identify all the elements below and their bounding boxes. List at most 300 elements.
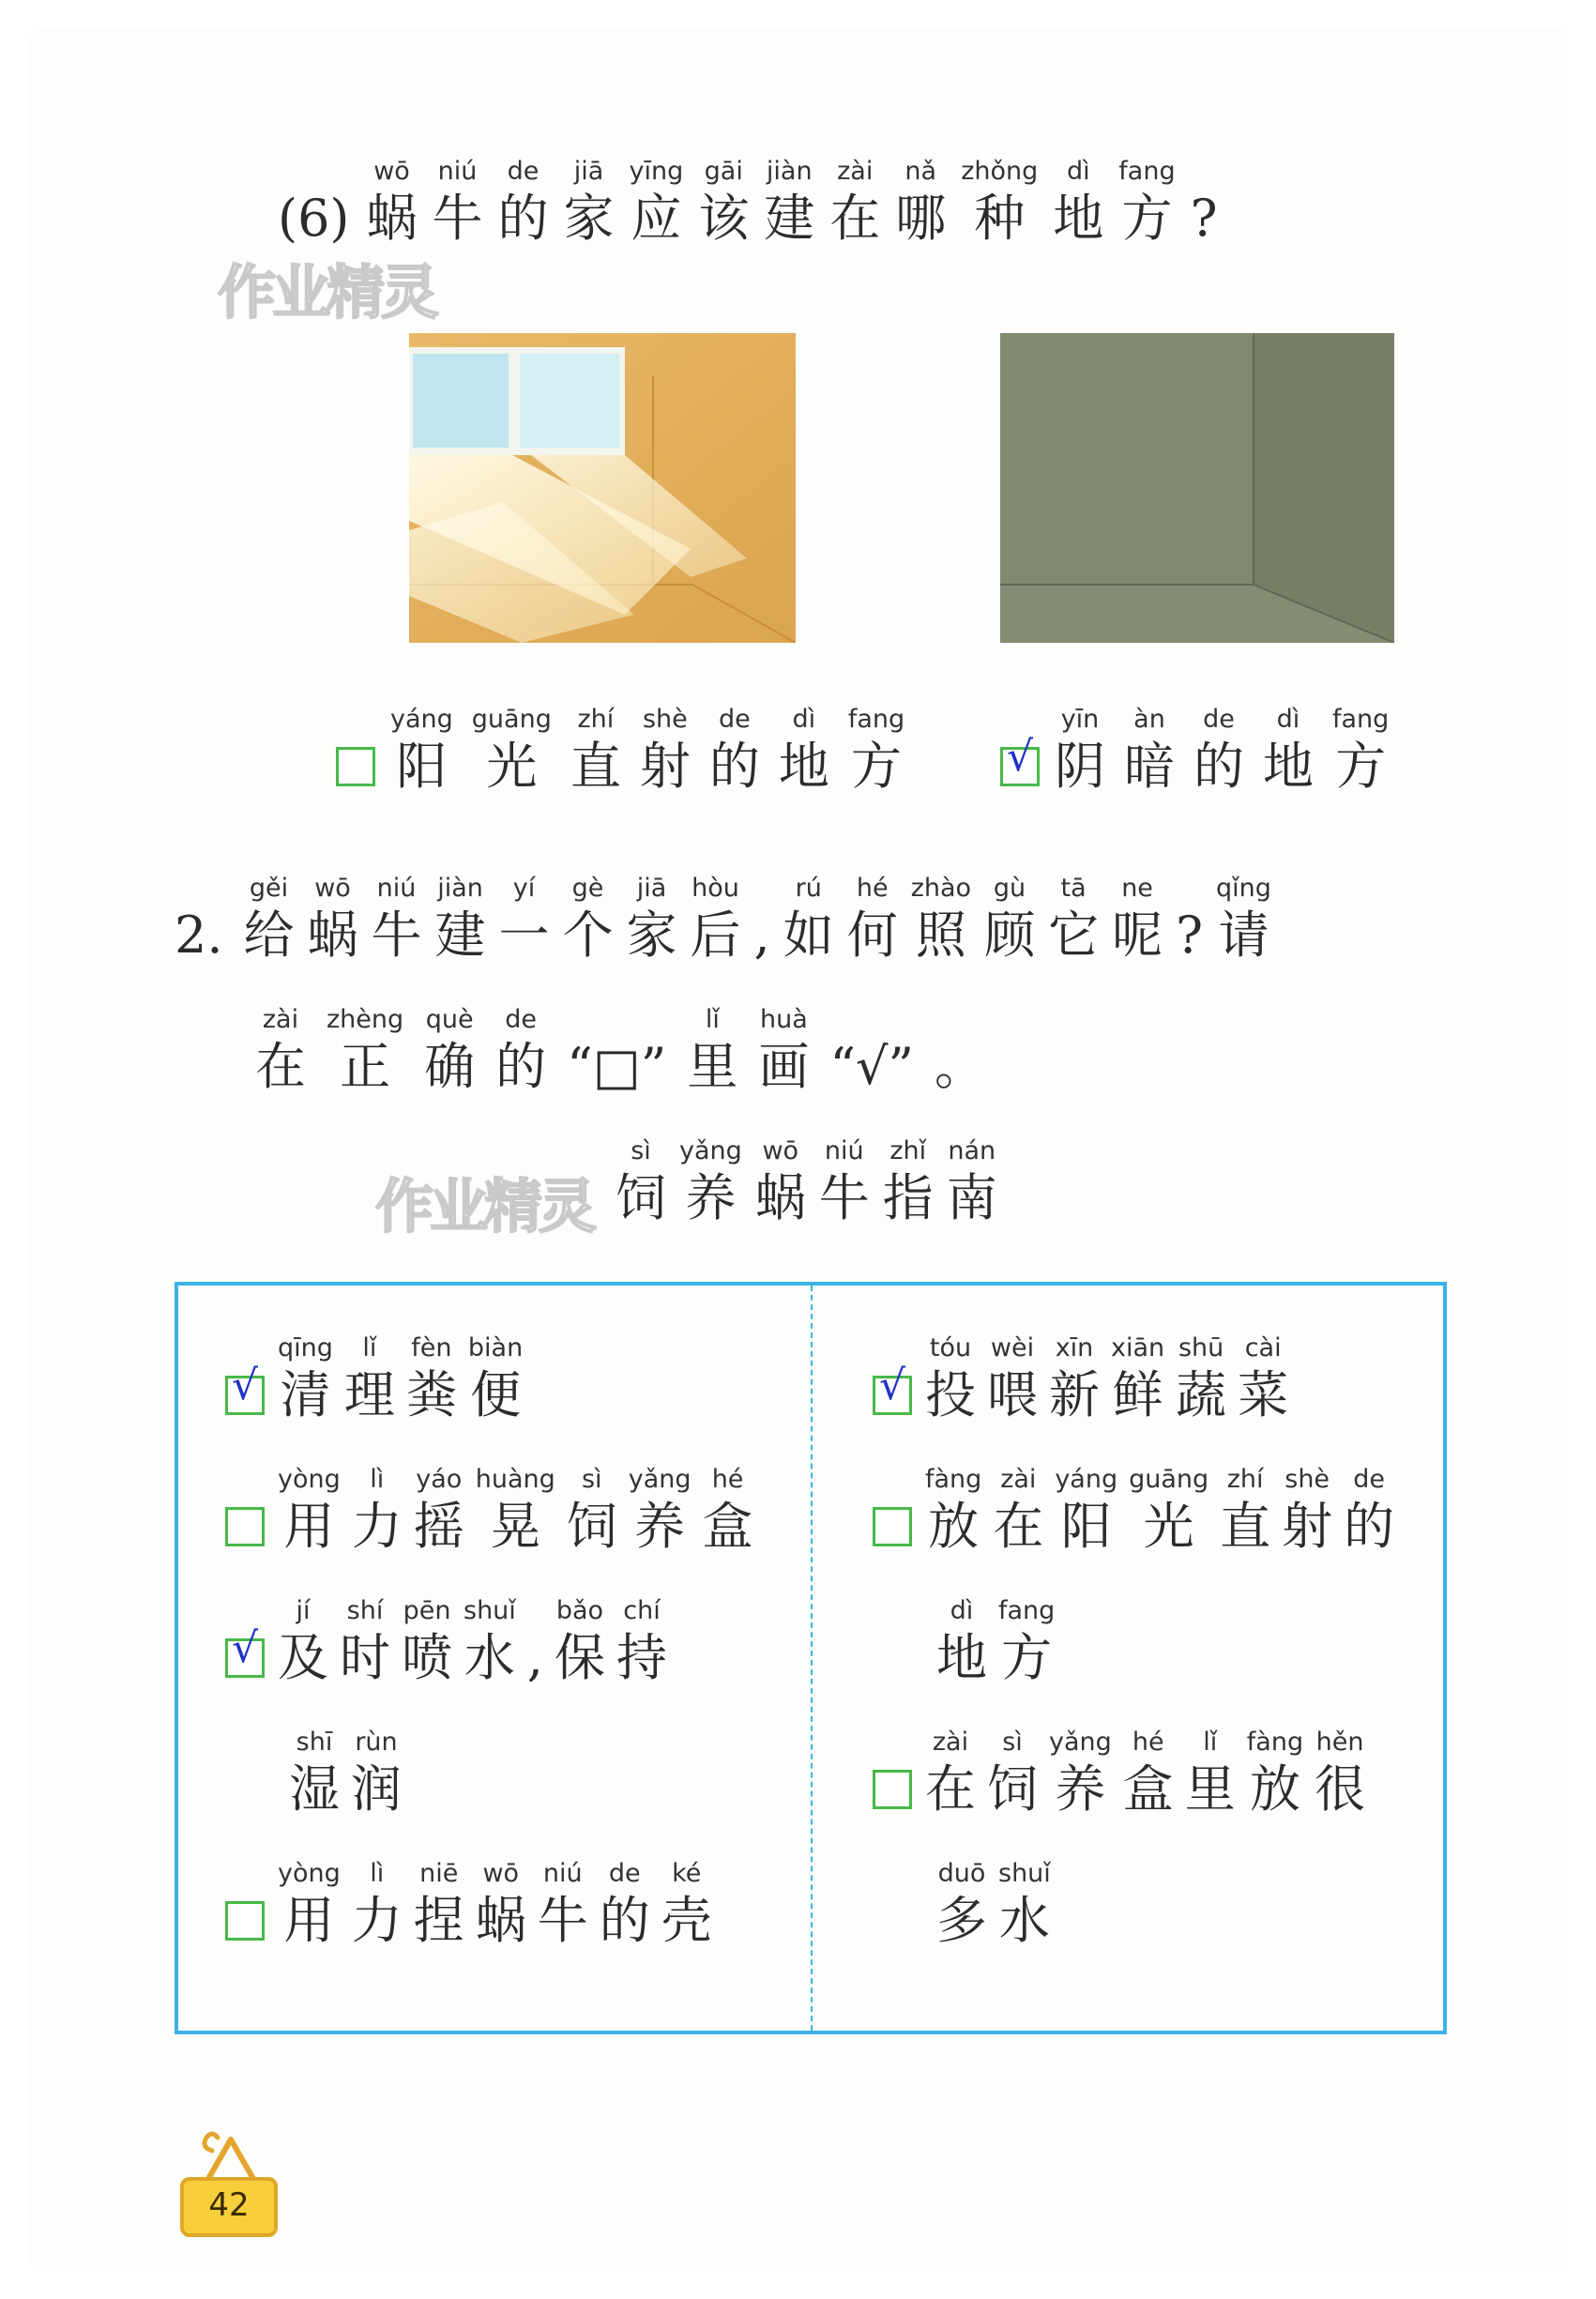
- pinyin-char: [1123, 1727, 1174, 1820]
- hanzi: 南: [946, 1168, 997, 1227]
- checkbox[interactable]: [873, 1362, 912, 1415]
- hanzi: 方: [851, 737, 902, 796]
- pinyin-char: [764, 156, 814, 250]
- hanzi: 方: [1335, 737, 1387, 796]
- question-number: (6): [278, 189, 350, 248]
- pinyin: tā: [1060, 874, 1087, 903]
- pinyin-char: [1176, 873, 1203, 967]
- pinyin: yīng: [629, 157, 684, 186]
- pinyin-char: [472, 704, 552, 798]
- pinyin: ké: [672, 1859, 702, 1888]
- pinyin: bǎo: [555, 1596, 604, 1625]
- pinyin: wèi: [990, 1333, 1035, 1363]
- hanzi: 顾: [984, 906, 1036, 965]
- hanzi: 光: [1143, 1497, 1194, 1556]
- hanzi: “√”: [829, 1037, 915, 1096]
- pinyin: shè: [642, 705, 688, 734]
- pinyin: shuǐ: [998, 1859, 1051, 1888]
- hanzi: 牛: [371, 906, 422, 965]
- pinyin: jiā: [573, 157, 604, 186]
- guide-option-continued: [936, 1595, 1066, 1689]
- pinyin-char: [661, 1858, 712, 1952]
- pinyin-char: [627, 873, 677, 967]
- pinyin: de: [718, 705, 751, 734]
- pinyin-char: [1124, 704, 1175, 798]
- hanzi: 牛: [818, 1168, 870, 1227]
- hanzi: 水: [464, 1628, 515, 1687]
- pinyin: biàn: [467, 1333, 524, 1363]
- hanzi: ?: [1190, 189, 1218, 248]
- pinyin-char: [1049, 1332, 1100, 1426]
- pinyin-char: [1315, 1727, 1365, 1820]
- hanzi: 用: [283, 1891, 335, 1950]
- hanzi: 里: [1184, 1759, 1236, 1819]
- pinyin: yáng: [1055, 1465, 1118, 1494]
- pinyin-char: [783, 873, 834, 967]
- pinyin: zhèng: [327, 1005, 404, 1034]
- pinyin: rú: [795, 874, 822, 903]
- hanzi: 指: [882, 1168, 934, 1227]
- pinyin-char: [476, 1858, 526, 1952]
- pinyin-char: [424, 1004, 475, 1098]
- pinyin: de: [1203, 705, 1235, 734]
- hanzi: 鲜: [1112, 1365, 1163, 1424]
- pinyin: yǎng: [628, 1465, 692, 1494]
- pinyin: fèn: [411, 1333, 452, 1363]
- pinyin: yīn: [1060, 705, 1100, 734]
- hanzi: 给: [243, 906, 295, 965]
- hanzi: 很: [1315, 1759, 1366, 1819]
- pinyin: tóu: [929, 1333, 972, 1363]
- hanzi: 用: [283, 1497, 335, 1556]
- pinyin: shuǐ: [464, 1596, 516, 1625]
- hanzi: 蔬: [1176, 1365, 1227, 1424]
- checkbox[interactable]: [873, 1507, 912, 1546]
- pinyin: gěi: [249, 874, 289, 903]
- pinyin-char: [698, 156, 749, 250]
- hanzi: 新: [1049, 1365, 1100, 1424]
- pinyin-char: [829, 1004, 914, 1098]
- pinyin: zhào: [910, 874, 972, 903]
- pinyin-char: [538, 1858, 588, 1952]
- pinyin: duō: [937, 1859, 986, 1888]
- pinyin: hòu: [692, 874, 739, 903]
- pinyin: jiàn: [766, 157, 813, 186]
- dashed-divider: [811, 1286, 813, 2031]
- hanzi: 饲: [987, 1759, 1038, 1819]
- pinyin-char: [1055, 704, 1105, 798]
- hanzi: 的: [599, 1891, 650, 1950]
- pinyin-char: [340, 1595, 390, 1689]
- pinyin-char: [1053, 156, 1103, 250]
- pinyin-char: [687, 1004, 737, 1098]
- pinyin-char: [616, 1135, 666, 1229]
- checkbox-sunny-place[interactable]: [336, 747, 375, 786]
- pinyin: de: [505, 1005, 538, 1034]
- hanzi: 何: [846, 906, 898, 965]
- hanzi: 正: [340, 1037, 391, 1096]
- hanzi: 应: [631, 189, 682, 248]
- hanzi: 清: [280, 1365, 331, 1424]
- pinyin-char: [984, 873, 1035, 967]
- pinyin: de: [1353, 1465, 1386, 1494]
- checkbox[interactable]: [225, 1624, 265, 1678]
- pinyin: hěn: [1315, 1728, 1364, 1757]
- hanzi: 呢: [1112, 906, 1163, 965]
- pinyin: fàng: [1246, 1728, 1304, 1757]
- pinyin: wō: [762, 1136, 799, 1165]
- hanzi: ,: [753, 906, 770, 965]
- pinyin: niú: [437, 157, 478, 186]
- pinyin: dì: [1066, 157, 1090, 186]
- page-number-badge: [175, 2130, 287, 2243]
- hanzi: 的: [1193, 737, 1244, 796]
- pinyin: fàng: [925, 1465, 982, 1494]
- sunny-room-image: [409, 333, 796, 643]
- pinyin-char: [476, 1464, 555, 1558]
- pinyin-char: [570, 704, 621, 798]
- hanzi: 放: [1249, 1759, 1300, 1819]
- pinyin: yí: [512, 874, 536, 903]
- hanzi: 里: [687, 1037, 738, 1096]
- hanzi: 蜗: [366, 189, 418, 248]
- hanzi: 阳: [396, 737, 448, 796]
- hanzi: 阴: [1055, 737, 1105, 796]
- hanzi: 力: [351, 1891, 403, 1950]
- pinyin-char: [352, 1464, 403, 1558]
- pinyin-char: [1118, 156, 1175, 250]
- hanzi: 请: [1218, 906, 1269, 965]
- pinyin: fang: [1332, 705, 1390, 734]
- hanzi: 确: [424, 1037, 476, 1096]
- pinyin: dì: [1276, 705, 1300, 734]
- pinyin-char: [895, 156, 946, 250]
- pinyin-char: [402, 1595, 452, 1689]
- pinyin-char: [1185, 1727, 1236, 1820]
- hanzi: 。: [935, 1037, 986, 1096]
- pinyin: xiān: [1111, 1333, 1165, 1363]
- pinyin-char: [1238, 1332, 1288, 1426]
- hanzi: ?: [1176, 906, 1204, 965]
- pinyin: zhǒng: [961, 157, 1039, 186]
- hanzi: 方: [1121, 189, 1173, 248]
- pinyin: sì: [631, 1136, 651, 1165]
- pinyin: nán: [948, 1136, 996, 1165]
- pinyin: ne: [1121, 874, 1153, 903]
- hanzi: 个: [562, 906, 614, 965]
- pinyin-char: [255, 1004, 306, 1098]
- pinyin: wō: [314, 874, 351, 903]
- pinyin: zhí: [1226, 1465, 1264, 1494]
- hanzi: 养: [1055, 1759, 1106, 1819]
- pinyin: rùn: [355, 1728, 398, 1757]
- pinyin-char: [278, 1858, 341, 1952]
- pinyin-char: [344, 1332, 395, 1426]
- hanzi: 菜: [1238, 1365, 1289, 1424]
- hanzi: 光: [486, 737, 538, 796]
- pinyin-char: [1176, 1332, 1226, 1426]
- pinyin-char: [555, 1595, 605, 1689]
- hanzi: 暗: [1124, 737, 1175, 796]
- hanzi: 地: [936, 1628, 987, 1687]
- pinyin: jiā: [636, 874, 667, 903]
- pinyin: niú: [376, 874, 417, 903]
- pinyin-char: [1282, 1464, 1332, 1558]
- check-mark: √: [879, 1362, 906, 1409]
- pinyin-char: [367, 156, 418, 250]
- pinyin-char: [1263, 704, 1314, 798]
- pinyin: zhí: [577, 705, 615, 734]
- guide-option[interactable]: [873, 1727, 1376, 1820]
- pinyin-char: [1055, 1464, 1117, 1558]
- pinyin-char: [691, 873, 741, 967]
- check-mark: √: [232, 1362, 259, 1409]
- hanzi: 盒: [1122, 1759, 1174, 1819]
- hanzi: 放: [928, 1497, 980, 1556]
- guide-option[interactable]: [225, 1595, 678, 1689]
- page-number: 42: [208, 2186, 250, 2224]
- pinyin-char: [961, 156, 1038, 250]
- pinyin: lǐ: [362, 1333, 377, 1363]
- pinyin: sì: [1002, 1728, 1023, 1757]
- pinyin-char: [1049, 1727, 1112, 1820]
- guide-option-continued: [289, 1727, 413, 1820]
- pinyin-char: [435, 873, 486, 967]
- pinyin: yòng: [278, 1465, 341, 1494]
- pinyin: shī: [296, 1728, 333, 1757]
- hanzi: 饲: [566, 1497, 617, 1556]
- pinyin-char: [847, 873, 898, 967]
- hanzi: 饲: [616, 1168, 666, 1227]
- pinyin-char: [352, 1858, 403, 1952]
- hanzi: 牛: [432, 189, 483, 248]
- hanzi: 在: [993, 1497, 1044, 1556]
- pinyin-char: [1247, 1727, 1303, 1820]
- hanzi: 蜗: [475, 1891, 526, 1950]
- watermark: 作业精灵: [375, 1172, 594, 1241]
- pinyin: què: [425, 1005, 474, 1034]
- pinyin-char: [1344, 1464, 1394, 1558]
- option-dark-place[interactable]: [1000, 704, 1407, 798]
- pinyin-char: [278, 1332, 333, 1426]
- pinyin: fang: [847, 705, 905, 734]
- hanzi: 在: [925, 1759, 976, 1819]
- hanzi: 水: [998, 1891, 1050, 1950]
- pinyin: hé: [1132, 1728, 1164, 1757]
- hanzi: 晃: [490, 1497, 541, 1556]
- hanzi: 力: [351, 1497, 403, 1556]
- pinyin: yáo: [416, 1465, 463, 1494]
- hanzi: ,: [526, 1628, 543, 1687]
- pinyin-char: [564, 156, 615, 250]
- pinyin-char: [390, 704, 453, 798]
- pinyin: chí: [623, 1596, 661, 1625]
- pinyin-char: [1129, 1464, 1208, 1558]
- hanzi: 牛: [537, 1891, 588, 1950]
- pinyin: zài: [932, 1728, 969, 1757]
- pinyin: yáng: [390, 705, 453, 734]
- pinyin: jiàn: [437, 874, 483, 903]
- pinyin-char: [327, 1004, 403, 1098]
- check-mark: √: [232, 1624, 259, 1672]
- pinyin: cài: [1244, 1333, 1282, 1363]
- pinyin-char: [829, 156, 880, 250]
- pinyin-char: [308, 873, 358, 967]
- pinyin-char: [911, 873, 971, 967]
- pinyin: gù: [993, 874, 1026, 903]
- checkbox[interactable]: [225, 1362, 265, 1415]
- hanzi: 理: [343, 1365, 395, 1424]
- pinyin-char: [616, 1595, 667, 1689]
- hanzi: 持: [616, 1628, 667, 1687]
- pinyin-char: [679, 1135, 742, 1229]
- hanzi: 照: [915, 906, 966, 965]
- pinyin: qīng: [278, 1333, 333, 1363]
- checkbox[interactable]: [225, 1901, 265, 1941]
- hanzi: 粪: [405, 1365, 457, 1424]
- watermark: 作业精灵: [218, 258, 436, 327]
- pinyin: fang: [1118, 157, 1176, 186]
- pinyin: nǎ: [904, 157, 937, 186]
- hanzi: 阳: [1060, 1497, 1112, 1556]
- guide-option[interactable]: [225, 1332, 534, 1426]
- hanzi: 养: [685, 1168, 737, 1227]
- pinyin: niú: [824, 1136, 864, 1165]
- pinyin: wō: [373, 157, 410, 186]
- question-6-text: [367, 156, 1233, 250]
- guide-option[interactable]: [873, 1464, 1406, 1558]
- pinyin-char: [925, 1332, 976, 1426]
- pinyin: zài: [837, 157, 874, 186]
- hanzi: 的: [1344, 1497, 1395, 1556]
- hanzi: 建: [764, 189, 815, 248]
- hanzi: 射: [639, 737, 691, 796]
- pinyin-char: [1112, 873, 1163, 967]
- pinyin-char: [1332, 704, 1389, 798]
- checkbox[interactable]: [873, 1770, 912, 1809]
- pinyin-char: [1220, 1464, 1270, 1558]
- pinyin-char: [925, 1727, 976, 1820]
- pinyin-char: [468, 1332, 523, 1426]
- hanzi: “□”: [567, 1037, 667, 1096]
- pinyin-char: [998, 1595, 1055, 1689]
- pinyin-char: [414, 1464, 464, 1558]
- pinyin: niē: [419, 1859, 459, 1888]
- hanzi: 一: [498, 906, 550, 965]
- pinyin-char: [987, 1727, 1038, 1820]
- pinyin: xīn: [1055, 1333, 1094, 1363]
- hanzi: 摇: [413, 1497, 464, 1556]
- hanzi: 哪: [895, 189, 947, 248]
- pinyin-char: [289, 1727, 340, 1820]
- pinyin-char: [527, 1595, 543, 1689]
- pinyin: dì: [792, 705, 816, 734]
- pinyin: pēn: [403, 1596, 451, 1625]
- question-6: [278, 156, 1233, 250]
- pinyin: dì: [950, 1596, 974, 1625]
- hanzi: 它: [1048, 906, 1100, 965]
- check-mark: √: [1007, 733, 1034, 781]
- pinyin: guāng: [471, 705, 552, 734]
- pinyin-char: [935, 1004, 985, 1098]
- hanzi: 家: [626, 906, 677, 965]
- pinyin-char: [883, 1135, 934, 1229]
- pinyin: qǐng: [1216, 874, 1271, 903]
- hanzi: 方: [1001, 1628, 1053, 1687]
- hanzi: 直: [570, 737, 621, 796]
- guide-option[interactable]: [225, 1464, 765, 1558]
- pinyin-char: [351, 1727, 402, 1820]
- pinyin: yǎng: [679, 1136, 742, 1165]
- pinyin-char: [779, 704, 829, 798]
- checkbox[interactable]: [225, 1507, 265, 1546]
- pinyin-char: [567, 1464, 617, 1558]
- pinyin-char: [498, 156, 549, 250]
- hanzi: 后: [690, 906, 741, 965]
- hanzi: 保: [554, 1628, 605, 1687]
- guide-option[interactable]: [225, 1858, 723, 1952]
- pinyin: fang: [998, 1596, 1056, 1625]
- pinyin: yǎng: [1049, 1728, 1112, 1757]
- pinyin-char: [998, 1858, 1051, 1952]
- pinyin: lì: [370, 1859, 385, 1888]
- hanzi: 的: [495, 1037, 547, 1096]
- pinyin-char: [433, 156, 483, 250]
- hanzi: 种: [974, 189, 1026, 248]
- hanzi: 在: [255, 1037, 306, 1096]
- pinyin: zài: [262, 1005, 299, 1034]
- hanzi: 喷: [402, 1628, 452, 1687]
- hanzi: 湿: [289, 1759, 340, 1819]
- pinyin: hé: [856, 874, 889, 903]
- hanzi: 润: [351, 1759, 402, 1819]
- pinyin-char: [819, 1135, 870, 1229]
- pinyin: niú: [542, 1859, 583, 1888]
- hanzi: 地: [1263, 737, 1314, 796]
- pinyin-char: [1048, 873, 1099, 967]
- pinyin-char: [1193, 704, 1244, 798]
- option-sunny-place[interactable]: [336, 704, 923, 798]
- pinyin: àn: [1133, 705, 1165, 734]
- pinyin-char: [993, 1464, 1043, 1558]
- pinyin-char: [414, 1858, 464, 1952]
- pinyin-char: [567, 1004, 666, 1098]
- pinyin: wō: [482, 1859, 520, 1888]
- pinyin-char: [495, 1004, 546, 1098]
- hanzi: 捏: [413, 1891, 464, 1950]
- pinyin: sì: [581, 1465, 602, 1494]
- hanzi: 直: [1220, 1497, 1271, 1556]
- pinyin-char: [563, 873, 614, 967]
- pinyin-char: [936, 1858, 987, 1952]
- hanzi: 投: [925, 1365, 976, 1424]
- pinyin-char: [1111, 1332, 1164, 1426]
- hanzi: 的: [497, 189, 549, 248]
- pinyin: lǐ: [1203, 1728, 1218, 1757]
- hanzi: 画: [758, 1037, 810, 1096]
- guide-option[interactable]: [873, 1332, 1300, 1426]
- checkbox-dark-place[interactable]: [1000, 733, 1040, 786]
- hanzi: 便: [470, 1365, 522, 1424]
- pinyin-char: [758, 1004, 809, 1098]
- pinyin: zhǐ: [889, 1136, 927, 1165]
- pinyin: yòng: [278, 1859, 341, 1888]
- hanzi: 在: [829, 189, 881, 248]
- pinyin: huà: [760, 1005, 808, 1034]
- pinyin-char: [925, 1464, 981, 1558]
- pinyin: shí: [346, 1596, 384, 1625]
- question-2-line-1: [175, 873, 1284, 967]
